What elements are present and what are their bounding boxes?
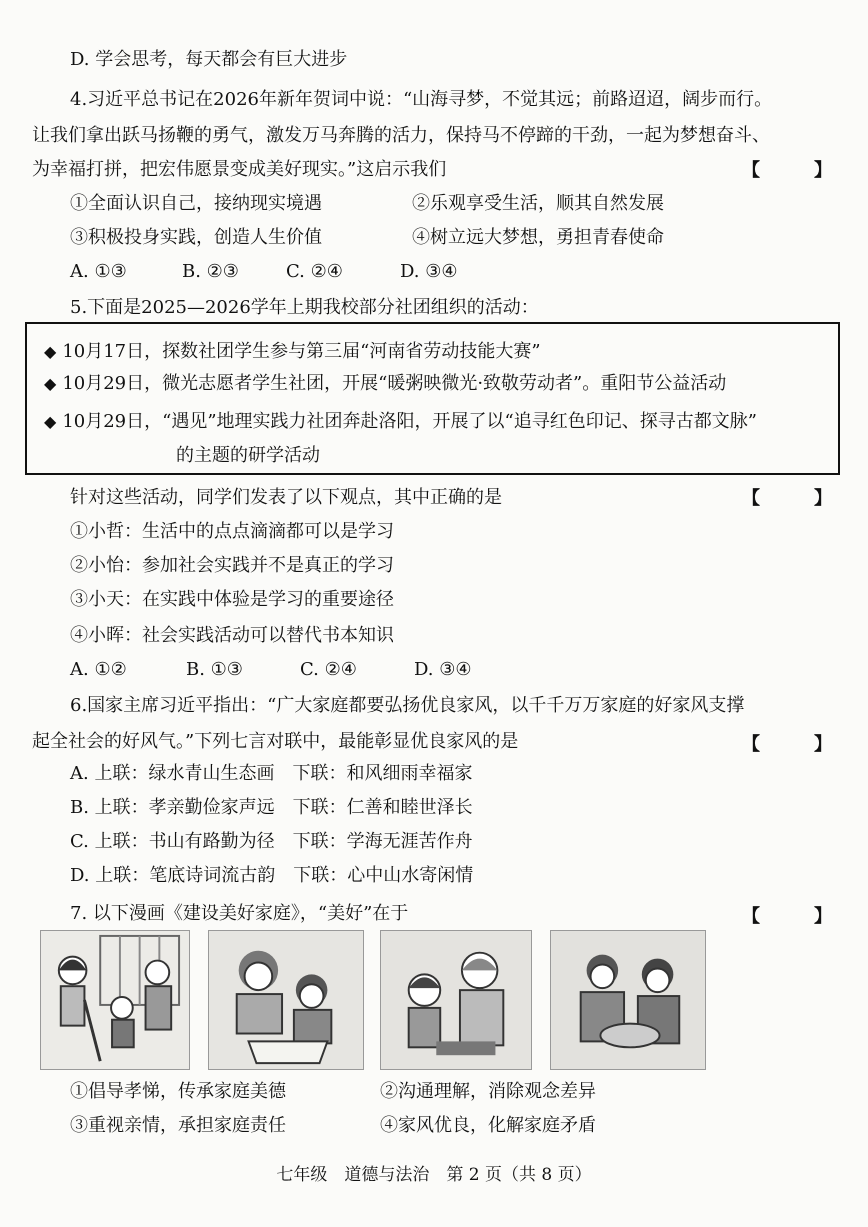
q7-option-3: ③重视亲情，承担家庭责任 [70,1115,286,1136]
q7-option-4: ④家风优良，化解家庭矛盾 [380,1115,596,1136]
q5-activity-3: ◆ 10月29日，“遇见”地理实践力社团奔赴洛阳，开展了以“追寻红色印记、探寻古都文脉” [44,411,757,432]
diamond-bullet-icon: ◆ [44,374,57,393]
q4-answer-bracket: 【 】 [742,160,850,181]
q4-stem-line1: 4.习近平总书记在2026年新年贺词中说：“山海寻梦，不觉其远；前路迢迢，阔步而行。 [70,89,773,110]
comic-panel-4 [550,930,706,1070]
q7-stem: 7. 以下漫画《建设美好家庭》，“美好”在于 [70,903,409,924]
comic-panel-2 [208,930,364,1070]
q4-choice-c: C. ②④ [286,261,343,282]
q5-option-2: ②小怡：参加社会实践并不是真正的学习 [70,555,394,576]
q4-stem-line3: 为幸福打拼，把宏伟愿景变成美好现实。”这启示我们 [32,159,447,180]
q5-activity-3-cont: 的主题的研学活动 [176,445,320,466]
q5-choice-a: A. ①② [70,659,127,680]
comic-family-together-image [551,931,705,1069]
q4-choice-d: D. ③④ [400,261,458,282]
q7-option-1: ①倡导孝悌，传承家庭美德 [70,1081,286,1102]
q5-choice-d: D. ③④ [414,659,472,680]
q4-option-2: ②乐观享受生活，顺其自然发展 [412,193,664,214]
diamond-bullet-icon: ◆ [44,412,57,431]
q7-option-2: ②沟通理解，消除观念差异 [380,1081,596,1102]
q4-choice-b: B. ②③ [182,261,239,282]
comic-family-care-image [381,931,531,1069]
q5-choice-b: B. ①③ [186,659,243,680]
q4-choice-a: A. ①③ [70,261,127,282]
q5-choice-c: C. ②④ [300,659,357,680]
q5-answer-bracket: 【 】 [742,488,850,509]
q6-answer-bracket: 【 】 [742,734,850,755]
q4-option-4: ④树立远大梦想，勇担青春使命 [412,227,664,248]
q5-prompt: 针对这些活动，同学们发表了以下观点，其中正确的是 [70,487,502,508]
comic-family-cleaning-image [41,931,189,1069]
q3-option-d: D. 学会思考，每天都会有巨大进步 [70,49,348,70]
diamond-bullet-icon: ◆ [44,342,57,361]
comic-family-reading-image [209,931,363,1069]
q4-option-3: ③积极投身实践，创造人生价值 [70,227,322,248]
q6-stem-line2: 起全社会的好风气。”下列七言对联中，最能彰显优良家风的是 [32,731,519,752]
q6-option-c: C. 上联：书山有路勤为径 下联：学海无涯苦作舟 [70,831,473,852]
q5-activity-1: ◆ 10月17日，探数社团学生参与第三届“河南省劳动技能大赛” [44,341,541,362]
q6-option-a: A. 上联：绿水青山生态画 下联：和风细雨幸福家 [70,763,473,784]
comic-panel-3 [380,930,532,1070]
q5-option-4: ④小晖：社会实践活动可以替代书本知识 [70,625,394,646]
q7-answer-bracket: 【 】 [742,906,850,927]
page-footer: 七年级 道德与法治 第 2 页（共 8 页） [276,1165,592,1185]
q5-option-1: ①小哲：生活中的点点滴滴都可以是学习 [70,521,394,542]
q4-stem-line2: 让我们拿出跃马扬鞭的勇气，激发万马奔腾的活力，保持马不停蹄的干劲，一起为梦想奋斗、 [32,125,770,146]
q5-option-3: ③小天：在实践中体验是学习的重要途径 [70,589,394,610]
comic-panel-1 [40,930,190,1070]
q4-option-1: ①全面认识自己，接纳现实境遇 [70,193,322,214]
q6-stem-line1: 6.国家主席习近平指出：“广大家庭都要弘扬优良家风，以千千万万家庭的好家风支撑 [70,695,745,716]
q6-option-d: D. 上联：笔底诗词流古韵 下联：心中山水寄闲情 [70,865,474,886]
q5-activity-2: ◆ 10月29日，微光志愿者学生社团，开展“暖粥映微光·致敬劳动者”。重阳节公益活动 [44,373,727,394]
q5-intro: 5.下面是2025—2026学年上期我校部分社团组织的活动： [70,297,539,318]
q6-option-b: B. 上联：孝亲勤俭家声远 下联：仁善和睦世泽长 [70,797,473,818]
